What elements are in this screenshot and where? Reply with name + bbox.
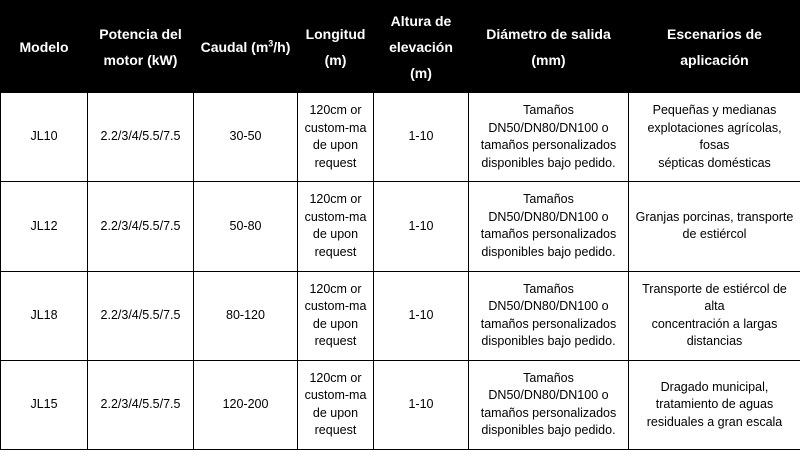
- cell-lift: 1-10: [374, 182, 469, 271]
- cell-power: 2.2/3/4/5.5/7.5: [88, 182, 194, 271]
- cell-scenarios: Pequeñas y medianas explotaciones agrícolas, fosas sépticas domésticas: [629, 93, 800, 182]
- cell-flow: 50-80: [194, 182, 298, 271]
- cell-lift: 1-10: [374, 271, 469, 360]
- cell-outlet: Tamaños DN50/DN80/DN100 o tamaños personalizados disponibles bajo pedido.: [469, 93, 629, 182]
- table-row: [1, 360, 800, 449]
- header-flow: Caudal $(m^3/h)$: [194, 1, 298, 93]
- cell-length: 120cm or custom-ma de upon request: [298, 182, 374, 271]
- header-power: Potencia del motor (kW): [88, 1, 194, 93]
- cell-flow: 30-50: [194, 93, 298, 182]
- cell-length: 120cm or custom-ma de upon request: [298, 93, 374, 182]
- cell-scenarios: Dragado municipal, tratamiento de aguas residuales a gran escala: [629, 360, 800, 449]
- cell-power: 2.2/3/4/5.5/7.5: [88, 271, 194, 360]
- cell-power: 2.2/3/4/5.5/7.5: [88, 93, 194, 182]
- header-row: [1, 1, 800, 93]
- cell-lift: 1-10: [374, 360, 469, 449]
- cell-scenarios: Granjas porcinas, transporte de estiércol: [629, 182, 800, 271]
- cell-model: JL15: [1, 360, 88, 449]
- cell-scenarios: Transporte de estiércol de alta concentración a largas distancias: [629, 271, 800, 360]
- cell-outlet: Tamaños DN50/DN80/DN100 o tamaños personalizados disponibles bajo pedido.: [469, 271, 629, 360]
- cell-power: 2.2/3/4/5.5/7.5: [88, 360, 194, 449]
- cell-lift: 1-10: [374, 93, 469, 182]
- table-row: [1, 271, 800, 360]
- cell-model: JL18: [1, 271, 88, 360]
- cell-model: JL12: [1, 182, 88, 271]
- cell-outlet: Tamaños DN50/DN80/DN100 o tamaños personalizados disponibles bajo pedido.: [469, 182, 629, 271]
- table-row: [1, 182, 800, 271]
- header-lift: Altura de elevación (m): [374, 1, 469, 93]
- header-scenarios: Escenarios de aplicación: [629, 1, 800, 93]
- cell-flow: 120-200: [194, 360, 298, 449]
- cell-outlet: Tamaños DN50/DN80/DN100 o tamaños personalizados disponibles bajo pedido.: [469, 360, 629, 449]
- header-outlet-diameter: Diámetro de salida (mm): [469, 1, 629, 93]
- table-row: [1, 93, 800, 182]
- cell-length: 120cm or custom-ma de upon request: [298, 271, 374, 360]
- cell-model: JL10: [1, 93, 88, 182]
- header-model: Modelo: [1, 1, 88, 93]
- cell-flow: 80-120: [194, 271, 298, 360]
- cell-length: 120cm or custom-ma de upon request: [298, 360, 374, 449]
- header-length: Longitud (m): [298, 1, 374, 93]
